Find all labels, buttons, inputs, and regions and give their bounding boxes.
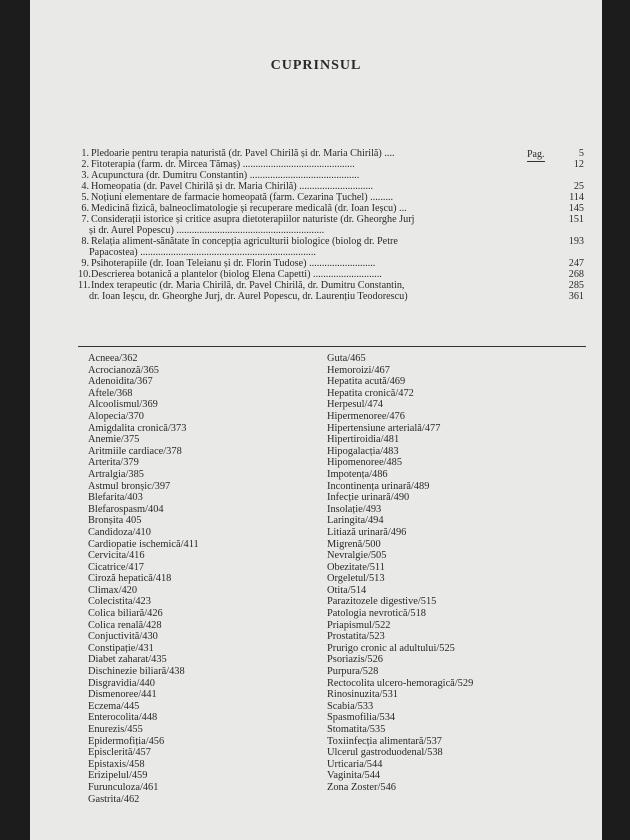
index-entry: Migrenă/500 bbox=[327, 538, 381, 550]
index-entry: Acneea/362 bbox=[88, 353, 138, 364]
toc-entry-number: 3. bbox=[81, 170, 89, 181]
index-entry: Constipație/431 bbox=[88, 642, 154, 654]
index-entry: Urticaria/544 bbox=[327, 758, 383, 770]
index-entry: Alopecia/370 bbox=[88, 410, 144, 422]
toc-entry-text: Medicină fizică, balneoclimatologie și recuperare medicală (dr. Ioan Ieșcu) ... bbox=[91, 203, 407, 214]
toc-entry-number: 1. bbox=[81, 148, 89, 159]
index-entry: Anemie/375 bbox=[88, 434, 140, 446]
index-entry: Purpura/528 bbox=[327, 666, 379, 678]
toc-divider bbox=[78, 346, 586, 347]
index-entry: Enterocolita/448 bbox=[88, 712, 158, 724]
toc-entry bbox=[78, 170, 588, 181]
index-entry: Cervicita/416 bbox=[88, 550, 145, 562]
index-entry: Furunculoza/461 bbox=[88, 781, 159, 793]
index-entry: Epistaxis/458 bbox=[88, 758, 145, 770]
toc-entry-number: 10. bbox=[78, 269, 91, 280]
index-entry: Spasmofilia/534 bbox=[327, 712, 396, 724]
index-entry: Aftele/368 bbox=[88, 387, 133, 399]
book-page bbox=[30, 0, 602, 840]
index-entry: Hepatita acută/469 bbox=[327, 376, 406, 388]
toc-entry bbox=[78, 247, 588, 258]
index-entry: Blefarospasm/404 bbox=[88, 503, 164, 515]
index-entry: Dischinezie biliară/438 bbox=[88, 666, 185, 678]
index-column-right bbox=[327, 353, 473, 794]
index-entry: Alcoolismul/369 bbox=[88, 399, 158, 411]
index-entry: Orgeletul/513 bbox=[327, 573, 385, 585]
toc-entry bbox=[78, 181, 588, 192]
toc-entry bbox=[78, 258, 588, 269]
toc-entry bbox=[78, 225, 588, 236]
index-entry: Colica biliară/426 bbox=[88, 608, 163, 620]
index-entry: Aritmiile cardiace/378 bbox=[88, 445, 182, 457]
toc-entry-text: Noțiuni elementare de farmacie homeopată (farm. Cezarina Țuchel) ......... bbox=[91, 192, 394, 203]
toc-entry-text: Psihoterapiile (dr. Ioan Teleianu și dr. Florin Tudose) .......................... bbox=[91, 258, 376, 269]
toc-entry-text: Considerații istorice și critice asupra dietoterapiilor naturiste (dr. Gheorghe Jurj bbox=[91, 214, 415, 225]
index-entry: Patologia nevrotică/518 bbox=[327, 608, 426, 620]
toc-entry-text: Homeopatia (dr. Pavel Chirilă și dr. Maria Chirilă) ............................. bbox=[91, 181, 374, 192]
toc-entry-page: 247 bbox=[568, 258, 584, 269]
toc-entry-number: 7. bbox=[81, 214, 89, 225]
index-entry: Psoriazis/526 bbox=[327, 654, 383, 666]
index-entry: Incontinența urinară/489 bbox=[327, 480, 430, 492]
index-entry: Adenoidita/367 bbox=[88, 376, 153, 388]
index-entry: Insolație/493 bbox=[327, 503, 382, 515]
toc-entry-text: Acupunctura (dr. Dumitru Constantin) ........................................... bbox=[91, 170, 360, 181]
toc-entry-page: 268 bbox=[568, 269, 584, 280]
toc-entry-page: 114 bbox=[569, 192, 584, 203]
index-entry: Toxiinfecția alimentară/537 bbox=[327, 735, 442, 747]
index-entry: Eczema/445 bbox=[88, 700, 140, 712]
index-entry: Bronșita 405 bbox=[88, 515, 142, 527]
index-entry: Prurigo cronic al adultului/525 bbox=[327, 642, 455, 654]
toc-entry-number: 4. bbox=[81, 181, 89, 192]
index-entry: Hipomenoree/485 bbox=[327, 457, 403, 469]
index-entry: Artralgia/385 bbox=[88, 468, 144, 480]
index-entry: Hipermenoree/476 bbox=[327, 410, 405, 422]
index-entry: Stomatita/535 bbox=[327, 724, 386, 735]
index-entry: Epidermofiția/456 bbox=[88, 735, 165, 747]
index-entry: Conjuctivită/430 bbox=[88, 631, 158, 643]
index-entry: Amigdalita cronică/373 bbox=[88, 422, 187, 434]
index-entry: Arterita/379 bbox=[88, 457, 139, 469]
index-entry: Candidoza/410 bbox=[88, 526, 151, 538]
toc-entry-number: 5. bbox=[81, 192, 89, 203]
toc-entry-page: 5 bbox=[578, 148, 584, 159]
index-entry: Rinosinuzita/531 bbox=[327, 689, 398, 701]
index-entry: Scabia/533 bbox=[327, 700, 374, 712]
toc-entry-text: dr. Ioan Ieșcu, dr. Gheorghe Jurj, dr. Aurel Popescu, dr. Laurențiu Teodorescu) bbox=[89, 291, 408, 302]
index-entry: Cicatrice/417 bbox=[88, 561, 144, 573]
index-entry: Hemoroizi/467 bbox=[327, 364, 390, 376]
toc-entry-page: 193 bbox=[568, 236, 584, 247]
index-entry: Ciroză hepatică/418 bbox=[88, 573, 172, 585]
toc-entry-text: Pledoarie pentru terapia naturistă (dr. Pavel Chirilă și dr. Maria Chirilă) .... bbox=[91, 148, 395, 159]
toc-entry bbox=[78, 214, 588, 225]
toc-entry-text: Index terapeutic (dr. Maria Chirilă, dr. Pavel Chirilă, dr. Dumitru Constantin, bbox=[91, 280, 405, 291]
table-of-contents bbox=[78, 148, 588, 302]
index-entry: Hipertiroidia/481 bbox=[327, 434, 400, 446]
index-entry: Rectocolita ulcero-hemoragică/529 bbox=[327, 677, 474, 689]
toc-entry-text: și dr. Aurel Popescu) .......................................................... bbox=[89, 225, 325, 236]
toc-entry bbox=[78, 148, 588, 159]
index-entry: Priapismul/522 bbox=[327, 619, 391, 631]
page-title: CUPRINSUL bbox=[270, 58, 362, 73]
toc-entry-text: Descrierea botanică a plantelor (biolog Elena Capetti) ........................... bbox=[91, 269, 382, 280]
index-entry: Blefarita/403 bbox=[88, 492, 143, 504]
toc-entry-page: 361 bbox=[568, 291, 584, 302]
toc-entry-number: 2. bbox=[81, 159, 89, 170]
index-entry: Parazitozele digestive/515 bbox=[327, 596, 437, 608]
index-entry: Otita/514 bbox=[327, 584, 367, 596]
index-entry: Colica renală/428 bbox=[88, 619, 162, 631]
index-entry: Dismenoree/441 bbox=[88, 689, 157, 701]
toc-entry bbox=[78, 291, 588, 302]
toc-entry-page: 285 bbox=[568, 280, 584, 291]
toc-entry-text: Fitoterapia (farm. dr. Mircea Tămaș) ............................................ bbox=[91, 159, 355, 170]
index-entry: Cardiopatie ischemică/411 bbox=[88, 538, 199, 550]
toc-entry-text: Relația aliment-sănătate în concepția agriculturii biologice (biolog dr. Petre bbox=[91, 236, 398, 247]
index-column-left bbox=[88, 353, 199, 805]
index-entry: Diabet zaharat/435 bbox=[88, 654, 167, 666]
toc-entry bbox=[78, 236, 588, 247]
index-entry: Litiază urinară/496 bbox=[327, 526, 407, 538]
index-entry: Hepatita cronică/472 bbox=[327, 387, 414, 399]
toc-entry bbox=[78, 203, 588, 214]
toc-entry-number: 8. bbox=[81, 236, 89, 247]
index-entry: Ulcerul gastroduodenal/538 bbox=[327, 747, 443, 759]
page-column-header: Pag. bbox=[527, 149, 545, 160]
toc-entry-page: 25 bbox=[573, 181, 584, 192]
index-entry: Acrocianoză/365 bbox=[88, 364, 159, 376]
index-entry: Guta/465 bbox=[327, 353, 366, 364]
toc-entry bbox=[78, 269, 588, 280]
toc-entry-number: 6. bbox=[81, 203, 89, 214]
toc-entry bbox=[78, 280, 588, 291]
toc-entry-number: 9. bbox=[81, 258, 89, 269]
index-entry: Climax/420 bbox=[88, 584, 138, 596]
toc-entry-page: 145 bbox=[568, 203, 584, 214]
index-entry: Disgravidia/440 bbox=[88, 677, 155, 689]
index-entry: Prostatita/523 bbox=[327, 631, 385, 643]
toc-entry-page: 151 bbox=[568, 214, 584, 225]
index-entry: Astmul bronșic/397 bbox=[88, 480, 171, 492]
index-entry: Gastrita/462 bbox=[88, 793, 140, 805]
toc-entry-page: 12 bbox=[573, 159, 584, 170]
index-entry: Erizipelul/459 bbox=[88, 770, 148, 782]
index-entry: Vaginita/544 bbox=[327, 770, 381, 782]
index-entry: Colecistita/423 bbox=[88, 596, 151, 608]
index-entry: Herpesul/474 bbox=[327, 399, 383, 411]
toc-entry bbox=[78, 192, 588, 203]
toc-entry-text: Papacostea) ..................................................................... bbox=[89, 247, 316, 258]
toc-entry-number: 11. bbox=[78, 280, 91, 291]
index-entry: Enurezis/455 bbox=[88, 724, 143, 735]
index-entry: Impotența/486 bbox=[327, 468, 388, 480]
index-entry: Nevralgie/505 bbox=[327, 550, 387, 562]
index-entry: Zona Zoster/546 bbox=[327, 781, 396, 793]
index-entry: Obezitate/511 bbox=[327, 561, 385, 573]
index-entry: Hipertensiune arterială/477 bbox=[327, 422, 441, 434]
index-entry: Hipogalacția/483 bbox=[327, 445, 399, 457]
toc-entry bbox=[78, 159, 588, 170]
index-entry: Episclerită/457 bbox=[88, 747, 151, 759]
index-entry: Laringita/494 bbox=[327, 515, 384, 527]
index-entry: Infecție urinară/490 bbox=[327, 492, 410, 504]
